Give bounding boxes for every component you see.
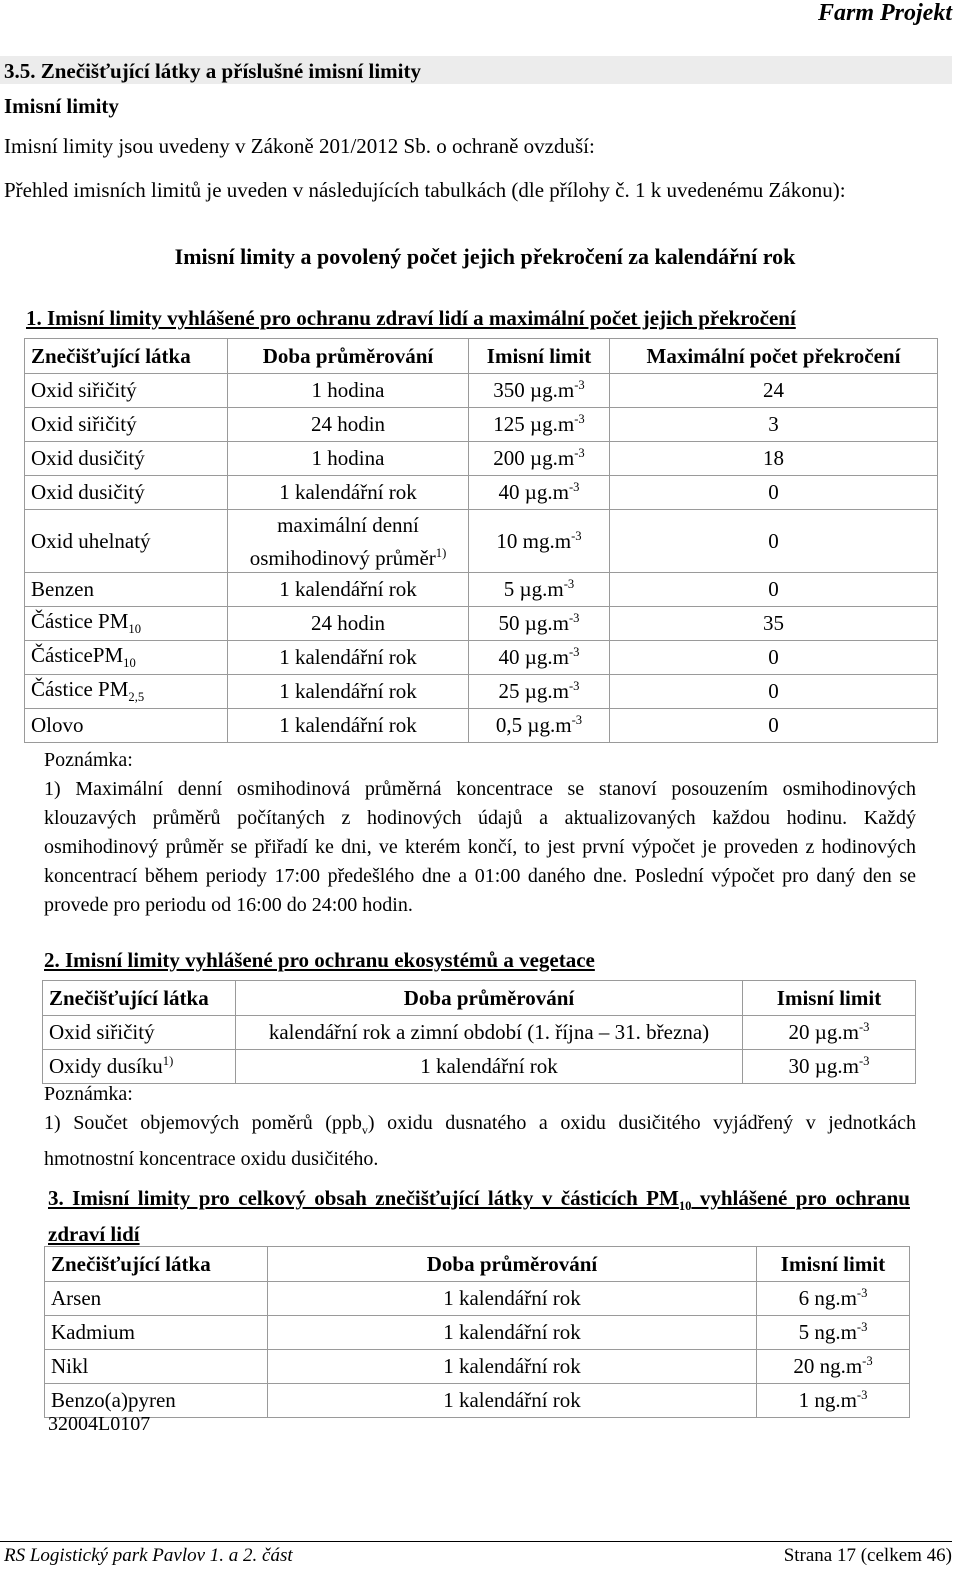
pollutant-cell: Kadmium bbox=[45, 1316, 268, 1350]
pollutant-cell: Nikl bbox=[45, 1350, 268, 1384]
footnote-mark: 1) bbox=[435, 545, 447, 560]
footnote-mark: 1) bbox=[162, 1054, 174, 1068]
limit-cell: 1 $ng.m^{-3}$ bbox=[757, 1384, 910, 1418]
pollutant-cell: Olovo bbox=[25, 709, 228, 743]
table3-title: 3. Imisní limity pro celkový obsah znečišťující látky v částicích $PM_{10}$ vyhlášené pro ochranu zdraví lidí bbox=[48, 1186, 910, 1247]
table2-header: Znečišťující látka bbox=[43, 981, 236, 1016]
table-row bbox=[25, 374, 938, 408]
exceedance-cell: 0 bbox=[610, 476, 938, 510]
exceedance-cell: 3 bbox=[610, 408, 938, 442]
averaging-cell: 1 kalendářní rok bbox=[228, 675, 469, 709]
pollutant-cell: Oxid uhelnatý bbox=[25, 510, 228, 573]
table2-title: 2. Imisní limity vyhlášené pro ochranu ekosystémů a vegetace bbox=[44, 948, 595, 972]
table2 bbox=[42, 980, 916, 1084]
limit-cell: 10 $mg.m^{-3}$ bbox=[469, 510, 610, 573]
table1-title: 1. Imisní limity vyhlášené pro ochranu zdraví lidí a maximální počet jejich překročení bbox=[26, 306, 796, 330]
table-row bbox=[25, 709, 938, 743]
table3-header-row bbox=[45, 1247, 910, 1282]
exceedance-cell: 0 bbox=[610, 510, 938, 573]
subheading: Imisní limity bbox=[4, 94, 119, 118]
table3-header: Doba průměrování bbox=[268, 1247, 757, 1282]
table-row bbox=[25, 607, 938, 641]
header-brand: Farm Projekt bbox=[817, 0, 952, 26]
table-row bbox=[25, 442, 938, 476]
section-title: 3.5. Znečišťující látky a příslušné imisní limity bbox=[0, 56, 952, 84]
limit-cell: 350 $\mu g.m^{-3}$ bbox=[469, 374, 610, 408]
averaging-cell: 1 kalendářní rok bbox=[268, 1350, 757, 1384]
limit-cell: 40 $\mu g.m^{-3}$ bbox=[469, 641, 610, 675]
limit-cell: 20 $\mu g.m^{-3}$ bbox=[743, 1016, 916, 1050]
table-row bbox=[45, 1316, 910, 1350]
table2-header-row bbox=[43, 981, 916, 1016]
table1-header: Znečišťující látka bbox=[25, 339, 228, 374]
exceedance-cell: 18 bbox=[610, 442, 938, 476]
table-row bbox=[43, 1016, 916, 1050]
table1-note bbox=[44, 746, 916, 920]
exceedance-cell: 0 bbox=[610, 641, 938, 675]
pollutant-cell: Oxid siřičitý bbox=[25, 408, 228, 442]
table1-header: Imisní limit bbox=[469, 339, 610, 374]
exceedance-cell: 0 bbox=[610, 573, 938, 607]
averaging-cell: 1 hodina bbox=[228, 442, 469, 476]
note-text: 1) Maximální denní osmihodinová průměrná koncentrace se stanoví posouzením osmihodinových klouzavých průměrů počítaných z hodinových údajů a aktualizovaných každou hodinu. Každý osmihodinový průměr se přiřadí ke dni, ve kterém končí, to jest první výpočet je proveden z hodinových koncentrací během periody 17:00 předešlého dne a 01:00 daného dne. Poslední výpočet pro daný den se provede pro periodu od 16:00 do 24:00 hodin. bbox=[44, 778, 916, 916]
limit-cell: 25 $\mu g.m^{-3}$ bbox=[469, 675, 610, 709]
pollutant-cell: Oxid siřičitý bbox=[43, 1016, 236, 1050]
table-row bbox=[43, 1050, 916, 1084]
averaging-cell: 1 kalendářní rok bbox=[228, 573, 469, 607]
limit-cell: 30 $\mu g.m^{-3}$ bbox=[743, 1050, 916, 1084]
limit-cell: 0,5 $\mu g.m^{-3}$ bbox=[469, 709, 610, 743]
pollutant-cell: Arsen bbox=[45, 1282, 268, 1316]
pollutant-cell: Částice $PM_{10}$ bbox=[25, 607, 228, 641]
averaging-cell: 1 kalendářní rok bbox=[228, 641, 469, 675]
exceedance-cell: 0 bbox=[610, 709, 938, 743]
pollutant-cell: Částice $PM_{2,5}$ bbox=[25, 675, 228, 709]
note-label: Poznámka: bbox=[44, 1083, 133, 1105]
note-label: Poznámka: bbox=[44, 749, 133, 771]
pollutant-cell: Oxid siřičitý bbox=[25, 374, 228, 408]
averaging-cell: kalendářní rok a zimní období (1. října – 31. března) bbox=[236, 1016, 743, 1050]
table3 bbox=[44, 1246, 910, 1418]
limit-cell: 40 $\mu g.m^{-3}$ bbox=[469, 476, 610, 510]
table3-header: Znečišťující látka bbox=[45, 1247, 268, 1282]
averaging-cell: 1 kalendářní rok bbox=[268, 1282, 757, 1316]
table-row bbox=[25, 675, 938, 709]
footer-page-number: Strana 17 (celkem 46) bbox=[783, 1545, 952, 1566]
limit-cell: 5 $ng.m^{-3}$ bbox=[757, 1316, 910, 1350]
pollutant-cell: Oxid dusičitý bbox=[25, 442, 228, 476]
table-row bbox=[45, 1350, 910, 1384]
pollutant-cell: ČásticePM$_{10}$ bbox=[25, 641, 228, 675]
table-row bbox=[45, 1282, 910, 1316]
limit-cell: 50 $\mu g.m^{-3}$ bbox=[469, 607, 610, 641]
table1-header-row bbox=[25, 339, 938, 374]
limit-cell: 5 $\mu g.m^{-3}$ bbox=[469, 573, 610, 607]
footer-document-title: RS Logistický park Pavlov 1. a 2. část bbox=[4, 1545, 293, 1566]
averaging-cell: maximální denní osmihodinový průměr$^{1)}$ bbox=[228, 510, 469, 573]
table1 bbox=[24, 338, 938, 743]
paragraph-overview: Přehled imisních limitů je uveden v následujících tabulkách (dle přílohy č. 1 k uvedenému Zákonu): bbox=[4, 178, 846, 202]
footer-divider bbox=[0, 1541, 952, 1542]
averaging-cell: 1 kalendářní rok bbox=[268, 1316, 757, 1350]
averaging-cell: 1 kalendářní rok bbox=[228, 709, 469, 743]
limit-cell: 6 $ng.m^{-3}$ bbox=[757, 1282, 910, 1316]
table3-header: Imisní limit bbox=[757, 1247, 910, 1282]
table-row bbox=[45, 1384, 910, 1418]
exceedance-cell: 35 bbox=[610, 607, 938, 641]
pollutant-cell: Oxidy dusíku$^{1)}$ bbox=[43, 1050, 236, 1084]
averaging-cell: 1 kalendářní rok bbox=[228, 476, 469, 510]
averaging-cell: 24 hodin bbox=[228, 408, 469, 442]
table2-header: Imisní limit bbox=[743, 981, 916, 1016]
table-row bbox=[25, 510, 938, 573]
table-row bbox=[25, 641, 938, 675]
exceedance-cell: 24 bbox=[610, 374, 938, 408]
directive-reference: 32004L0107 bbox=[48, 1413, 151, 1435]
limit-cell: 125 $\mu g.m^{-3}$ bbox=[469, 408, 610, 442]
paragraph-intro: Imisní limity jsou uvedeny v Zákoně 201/2012 Sb. o ochraně ovzduší: bbox=[4, 134, 595, 158]
pollutant-cell: Benzen bbox=[25, 573, 228, 607]
exceedance-cell: 0 bbox=[610, 675, 938, 709]
table1-header: Maximální počet překročení bbox=[610, 339, 938, 374]
pollutant-cell: Benzo(a)pyren bbox=[45, 1384, 268, 1418]
table2-header: Doba průměrování bbox=[236, 981, 743, 1016]
limit-cell: 20 $ng.m^{-3}$ bbox=[757, 1350, 910, 1384]
table2-note: Poznámka: 1) Součet objemových poměrů (ppb$_v$) oxidu dusnatého a oxidu dusičitého vyjádřený v jednotkách hmotnostní koncentrace oxidu dusičitého. bbox=[44, 1080, 916, 1174]
pollutant-cell: Oxid dusičitý bbox=[25, 476, 228, 510]
main-caption: Imisní limity a povolený počet jejich překročení za kalendářní rok bbox=[174, 244, 796, 269]
averaging-cell: 24 hodin bbox=[228, 607, 469, 641]
table-row bbox=[25, 573, 938, 607]
table-row bbox=[25, 408, 938, 442]
averaging-cell: 1 kalendářní rok bbox=[268, 1384, 757, 1418]
averaging-cell: 1 kalendářní rok bbox=[236, 1050, 743, 1084]
averaging-cell: 1 hodina bbox=[228, 374, 469, 408]
limit-cell: 200 $\mu g.m^{-3}$ bbox=[469, 442, 610, 476]
table1-header: Doba průměrování bbox=[228, 339, 469, 374]
table-row bbox=[25, 476, 938, 510]
